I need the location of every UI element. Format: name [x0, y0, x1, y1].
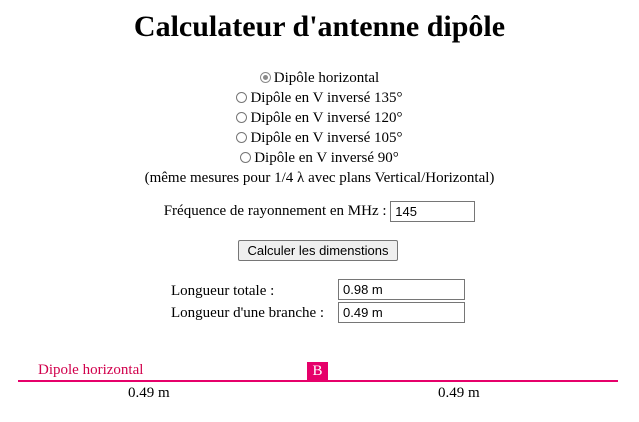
left-branch-length: 0.49 m	[128, 385, 170, 401]
quarter-wave-note: (même mesures pour 1/4 λ avec plans Vertical/Horizontal)	[144, 170, 495, 186]
branch-length-field[interactable]: 0.49 m	[338, 302, 465, 323]
frequency-label: Fréquence de rayonnement en MHz :	[163, 203, 387, 219]
dipole-diagram	[0, 355, 639, 422]
total-length-field[interactable]: 0.98 m	[338, 279, 465, 300]
calculate-button[interactable]: Calculer les dimenstions	[238, 240, 398, 261]
radio-label: Dipôle en V inversé 105°	[250, 130, 403, 146]
dipole-diagram-title: Dipole horizontal	[38, 362, 144, 378]
radio-label: Dipôle en V inversé 135°	[250, 90, 403, 106]
radio-button-checked[interactable]	[260, 72, 271, 83]
branch-length-label: Longueur d'une branche :	[171, 305, 325, 321]
radio-button[interactable]	[236, 132, 247, 143]
antenna-type-radio-group	[0, 68, 639, 188]
radio-label: Dipôle en V inversé 90°	[254, 150, 399, 166]
radio-label: Dipôle horizontal	[273, 70, 380, 86]
radio-button[interactable]	[240, 152, 251, 163]
radio-option-v-inverse-90[interactable]	[0, 148, 639, 168]
total-length-label: Longueur totale :	[171, 283, 275, 299]
feed-point-marker: B	[307, 362, 328, 381]
radio-button[interactable]	[236, 112, 247, 123]
frequency-input[interactable]: 145	[390, 201, 475, 222]
radio-option-v-inverse-120[interactable]	[0, 108, 639, 128]
page-title: Calculateur d'antenne dipôle	[133, 10, 506, 43]
right-branch-length: 0.49 m	[438, 385, 480, 401]
radio-button[interactable]	[236, 92, 247, 103]
radio-option-v-inverse-135[interactable]	[0, 88, 639, 108]
radio-option-v-inverse-105[interactable]	[0, 128, 639, 148]
frequency-row	[0, 200, 639, 222]
radio-label: Dipôle en V inversé 120°	[250, 110, 403, 126]
radio-option-dipole-horizontal[interactable]	[0, 68, 639, 88]
